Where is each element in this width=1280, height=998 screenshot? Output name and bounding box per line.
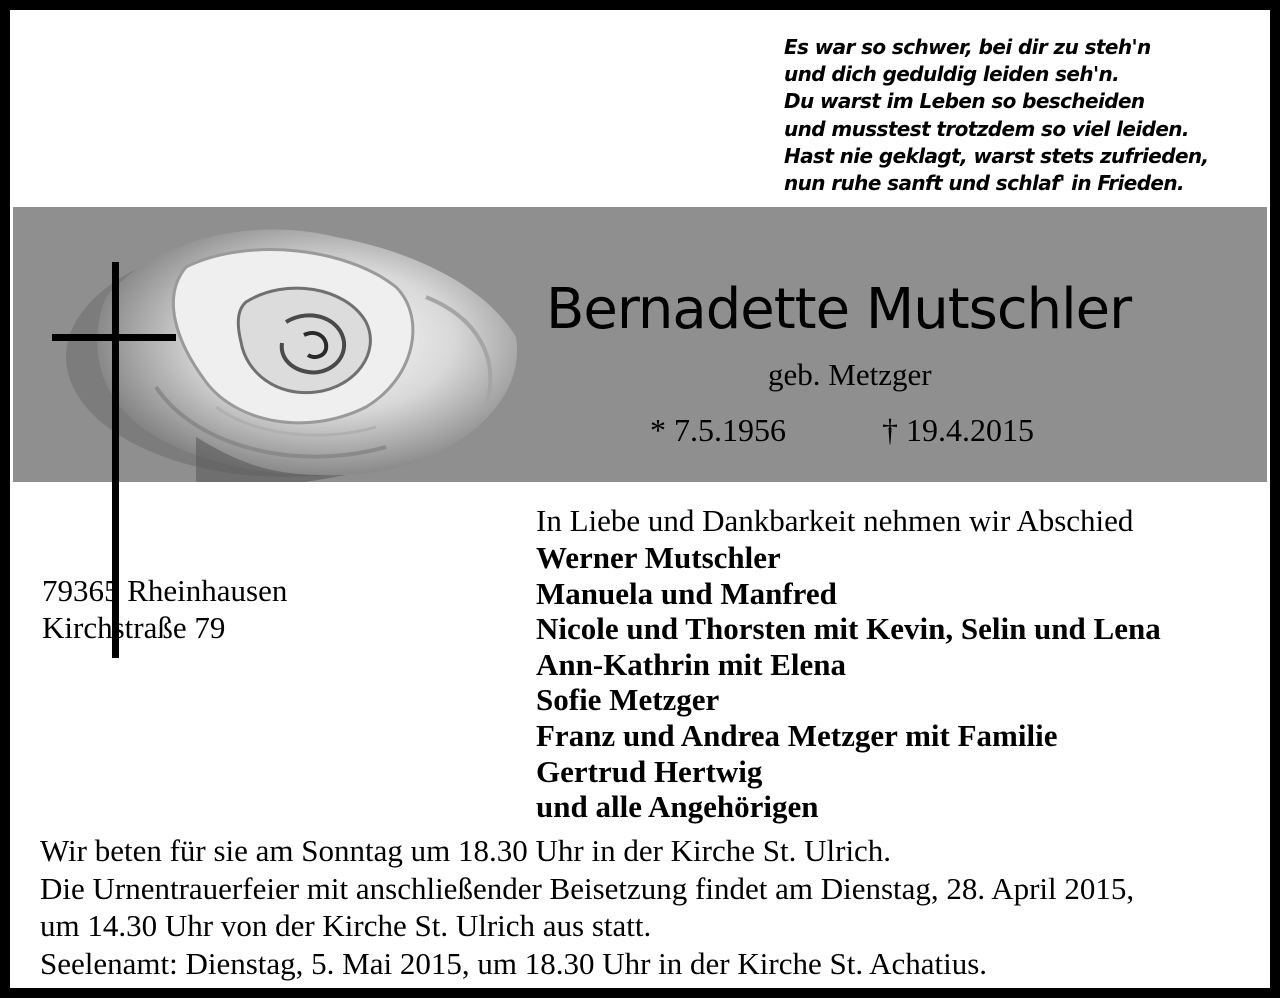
list-item: Ann-Kathrin mit Elena (536, 646, 847, 682)
service-notice (40, 832, 1134, 982)
address (42, 572, 287, 646)
notice-line: Seelenamt: Dienstag, 5. Mai 2015, um 18.30 Uhr in der Kirche St. Achatius. (40, 945, 988, 981)
poem (784, 34, 1264, 197)
list-item: Sofie Metzger (536, 682, 720, 718)
deceased-name: Bernadette Mutschler (546, 277, 1132, 342)
poem-line: Es war so schwer, bei dir zu steh'n (784, 35, 1151, 59)
cross-icon-bar (52, 334, 176, 341)
birth-date: * 7.5.1956 (650, 412, 786, 448)
notice-line: Die Urnentrauerfeier mit anschließender Beisetzung findet am Dienstag, 28. April 2015, (40, 870, 1135, 906)
list-item: Werner Mutschler (536, 540, 781, 575)
death-date: † 19.4.2015 (882, 412, 1034, 448)
poem-line: Hast nie geklagt, warst stets zufrieden, (784, 143, 1209, 168)
list-item: und alle Angehörigen (536, 789, 819, 825)
poem-line: und dich geduldig leiden seh'n. (784, 62, 1120, 87)
notice-line: Wir beten für sie am Sonntag um 18.30 Uhr in der Kirche St. Ulrich. (40, 833, 892, 868)
list-item: Nicole und Thorsten mit Kevin, Selin und Lena (536, 611, 1161, 647)
notice-line: um 14.30 Uhr von der Kirche St. Ulrich aus statt. (40, 908, 652, 943)
mourners-list (536, 540, 1161, 825)
poem-line: nun ruhe sanft und schlaf' in Frieden. (784, 171, 1185, 196)
poem-line: Du warst im Leben so bescheiden (784, 89, 1145, 114)
maiden-name: geb. Metzger (768, 357, 932, 392)
address-line: 79365 Rheinhausen (42, 573, 288, 608)
list-item: Gertrud Hertwig (536, 753, 763, 789)
address-line: Kirchstraße 79 (42, 610, 226, 645)
poem-line: und musstest trotzdem so viel leiden. (784, 116, 1189, 141)
list-item: Manuela und Manfred (536, 575, 837, 611)
rose-image (46, 207, 576, 482)
farewell-intro: In Liebe und Dankbarkeit nehmen wir Abschied (536, 503, 1134, 538)
list-item: Franz und Andrea Metzger mit Familie (536, 717, 1058, 753)
gray-banner (13, 207, 1267, 482)
